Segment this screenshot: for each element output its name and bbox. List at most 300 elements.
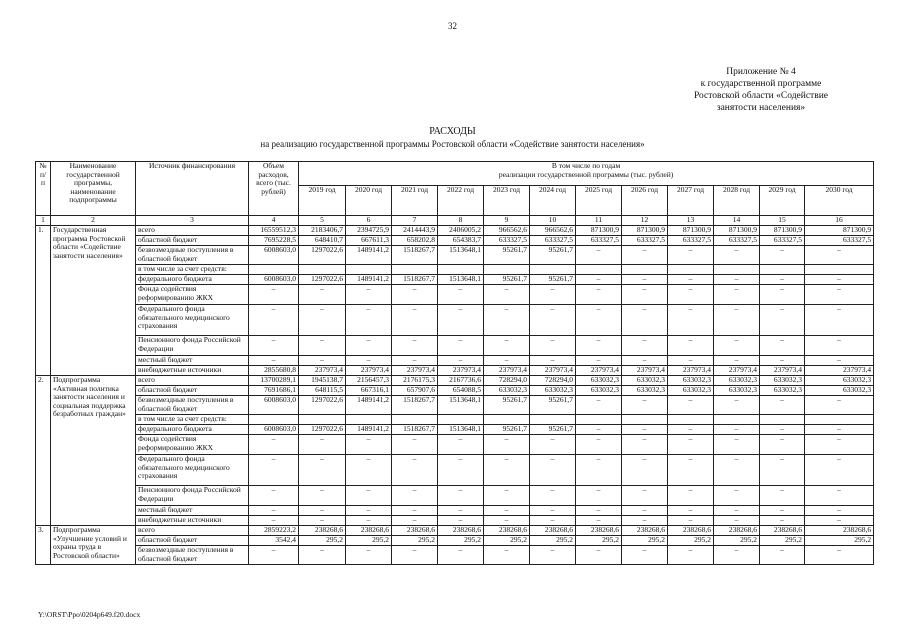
year-value: 654088,5 [438, 386, 484, 396]
row-number: 2. [36, 376, 51, 526]
table-row [36, 396, 874, 415]
table-row [36, 415, 874, 425]
funding-source: Федерального фонда обязательного медицинского страхования [136, 455, 249, 486]
year-value: – [438, 435, 484, 455]
total-value: – [249, 486, 299, 506]
year-value: – [299, 285, 346, 305]
document-title: РАСХОДЫ [429, 126, 476, 137]
year-value: 633032,3 [805, 376, 874, 386]
funding-source: всего [136, 226, 249, 236]
header-year: 2025 год [576, 186, 622, 216]
table-row [36, 546, 874, 565]
year-value: – [299, 455, 346, 486]
year-value: – [668, 246, 714, 265]
year-value: – [622, 305, 668, 336]
year-value: 633032,3 [622, 376, 668, 386]
table-row [36, 265, 874, 275]
funding-source: областной бюджет [136, 236, 249, 246]
year-value: 238268,6 [299, 526, 346, 536]
empty-cell [346, 415, 392, 425]
year-value: – [760, 305, 805, 336]
year-value: 238268,6 [760, 526, 805, 536]
year-value: – [346, 356, 392, 366]
year-value: 1518267,7 [392, 275, 438, 285]
year-value: – [805, 455, 874, 486]
program-name: Государственная программа Ростовской области «Содействие занятости населения» [51, 226, 136, 376]
year-value: 237973,4 [805, 366, 874, 376]
total-value: 6008603,0 [249, 275, 299, 285]
year-value: – [622, 356, 668, 366]
total-value: – [249, 546, 299, 565]
year-value: – [805, 305, 874, 336]
header-year: 2019 год [299, 186, 346, 216]
year-value: – [805, 516, 874, 526]
year-value: 667316,1 [346, 386, 392, 396]
year-value: 295,2 [484, 536, 530, 546]
total-value: 7691686,1 [249, 386, 299, 396]
year-value: 295,2 [438, 536, 484, 546]
document-subtitle: на реализацию государственной программы Ростовской области «Содействие занятости населения» [260, 139, 645, 149]
table-row [36, 425, 874, 435]
header-year: 2030 год [805, 186, 874, 216]
header-by-years [299, 162, 874, 186]
year-value: – [484, 546, 530, 565]
row-number: 3. [36, 526, 51, 565]
year-value: – [576, 246, 622, 265]
year-value: 871300,9 [668, 226, 714, 236]
header-no: № п/п [36, 162, 51, 216]
year-value: 633032,3 [668, 376, 714, 386]
total-value: – [249, 285, 299, 305]
year-value: – [576, 486, 622, 506]
column-number: 9 [484, 216, 530, 226]
year-value: – [392, 305, 438, 336]
year-value: – [392, 356, 438, 366]
year-value: 648410,7 [299, 236, 346, 246]
year-value: – [299, 336, 346, 356]
column-number: 2 [51, 216, 136, 226]
year-value: 633032,3 [714, 386, 760, 396]
column-number: 16 [805, 216, 874, 226]
year-value: 95261,7 [484, 425, 530, 435]
table-row [36, 536, 874, 546]
year-value: – [714, 546, 760, 565]
table-row [36, 386, 874, 396]
year-value: – [760, 285, 805, 305]
year-value: – [346, 455, 392, 486]
funding-source: всего [136, 526, 249, 536]
column-number: 8 [438, 216, 484, 226]
year-value: – [622, 246, 668, 265]
empty-cell [392, 265, 438, 275]
year-value: – [622, 336, 668, 356]
year-value: 295,2 [668, 536, 714, 546]
year-value: – [576, 435, 622, 455]
year-value: 1297022,6 [299, 425, 346, 435]
year-value: 237973,4 [622, 366, 668, 376]
year-value: – [714, 506, 760, 516]
year-value: 295,2 [714, 536, 760, 546]
year-value: – [484, 336, 530, 356]
empty-cell [622, 415, 668, 425]
year-value: – [346, 336, 392, 356]
year-value: 238268,6 [668, 526, 714, 536]
column-number: 10 [530, 216, 576, 226]
year-value: 633327,5 [530, 236, 576, 246]
total-value: – [249, 336, 299, 356]
column-number: 7 [392, 216, 438, 226]
row-number: 1. [36, 226, 51, 376]
year-value: 237973,4 [392, 366, 438, 376]
column-number: 1 [36, 216, 51, 226]
empty-cell [530, 265, 576, 275]
year-value: – [530, 285, 576, 305]
column-number: 3 [136, 216, 249, 226]
year-value: 966562,6 [484, 226, 530, 236]
funding-source: Пенсионного фонда Российской Федерации [136, 336, 249, 356]
year-value: – [576, 305, 622, 336]
appendix-line: Ростовской области «Содействие [694, 91, 828, 101]
column-number: 14 [714, 216, 760, 226]
year-value: – [714, 305, 760, 336]
year-value: 966562,6 [530, 226, 576, 236]
year-value: 2414443,9 [392, 226, 438, 236]
year-value: – [484, 516, 530, 526]
empty-cell [805, 265, 874, 275]
empty-cell [576, 415, 622, 425]
year-value: 633327,5 [668, 236, 714, 246]
year-value: 657907,6 [392, 386, 438, 396]
empty-cell [714, 415, 760, 425]
year-value: – [714, 516, 760, 526]
total-value: – [249, 516, 299, 526]
funding-source: федерального бюджета [136, 275, 249, 285]
year-value: 238268,6 [714, 526, 760, 536]
year-value: – [299, 305, 346, 336]
year-value: – [760, 425, 805, 435]
year-value: 237973,4 [346, 366, 392, 376]
header-by-years-title: В том числе по годам [551, 161, 621, 170]
funding-source: Фонда содействия реформированию ЖКХ [136, 285, 249, 305]
document-title-block [0, 126, 905, 150]
empty-cell [530, 415, 576, 425]
header-year: 2023 год [484, 186, 530, 216]
year-value: – [805, 396, 874, 415]
year-value: – [530, 455, 576, 486]
year-value: – [484, 455, 530, 486]
year-value: 1518267,7 [392, 246, 438, 265]
year-value: – [484, 486, 530, 506]
total-value: 6008603,0 [249, 396, 299, 415]
year-value: – [760, 356, 805, 366]
year-value: 238268,6 [438, 526, 484, 536]
funding-source: Федерального фонда обязательного медицинского страхования [136, 305, 249, 336]
year-value: – [530, 435, 576, 455]
total-value: 6008603,0 [249, 425, 299, 435]
year-value: 728294,0 [530, 376, 576, 386]
header-by-years-subtitle: реализации государственной программы (тыс. рублей) [498, 169, 674, 179]
table-row [36, 486, 874, 506]
year-value: – [576, 546, 622, 565]
year-value: 1297022,6 [299, 275, 346, 285]
year-value: – [438, 285, 484, 305]
year-value: – [484, 285, 530, 305]
year-value: 1513648,1 [438, 425, 484, 435]
funding-source: безвозмездные поступления в областной бюджет [136, 546, 249, 565]
total-value: 3542,4 [249, 536, 299, 546]
empty-cell [576, 265, 622, 275]
year-value: – [714, 336, 760, 356]
table-row [36, 336, 874, 356]
total-value: 6008603,0 [249, 246, 299, 265]
column-number: 5 [299, 216, 346, 226]
year-value: 871300,9 [622, 226, 668, 236]
year-value: – [760, 506, 805, 516]
empty-cell [805, 415, 874, 425]
year-value: – [576, 396, 622, 415]
year-value: – [576, 506, 622, 516]
year-value: – [714, 435, 760, 455]
total-value: 7695228,5 [249, 236, 299, 246]
year-value: 1513648,1 [438, 246, 484, 265]
empty-cell [346, 265, 392, 275]
column-number: 15 [760, 216, 805, 226]
year-value: – [299, 506, 346, 516]
year-value: – [760, 516, 805, 526]
total-value: 2855680,8 [249, 366, 299, 376]
table-row [36, 305, 874, 336]
year-value: 728294,0 [484, 376, 530, 386]
year-value: 295,2 [576, 536, 622, 546]
total-value: – [249, 506, 299, 516]
year-value: – [392, 336, 438, 356]
year-value: – [668, 486, 714, 506]
year-value: – [346, 506, 392, 516]
year-value: 295,2 [805, 536, 874, 546]
header-year: 2024 год [530, 186, 576, 216]
funding-source: местный бюджет [136, 506, 249, 516]
year-value: – [668, 275, 714, 285]
year-value: 2156457,3 [346, 376, 392, 386]
funding-source: областной бюджет [136, 386, 249, 396]
total-value: – [249, 455, 299, 486]
year-value: – [622, 455, 668, 486]
year-value: – [805, 435, 874, 455]
year-value: – [530, 486, 576, 506]
funding-source: в том числе за счет средств: [136, 415, 249, 425]
funding-source: областной бюджет [136, 536, 249, 546]
year-value: – [530, 305, 576, 336]
table-row [36, 236, 874, 246]
empty-cell [299, 415, 346, 425]
column-number: 13 [668, 216, 714, 226]
year-value: 295,2 [530, 536, 576, 546]
appendix-line: Приложение № 4 [726, 67, 796, 77]
year-value: 871300,9 [805, 226, 874, 236]
table-row [36, 376, 874, 386]
year-value: – [668, 396, 714, 415]
year-value: – [668, 435, 714, 455]
table-row [36, 526, 874, 536]
year-value: – [346, 546, 392, 565]
header-total: Объем расходов, всего (тыс. рублей) [249, 162, 299, 216]
year-value: – [805, 506, 874, 516]
year-value: 1513648,1 [438, 396, 484, 415]
table-row [36, 435, 874, 455]
year-value: – [760, 275, 805, 285]
year-value: 1518267,7 [392, 396, 438, 415]
year-value: – [668, 455, 714, 486]
header-name: Наименование государственной программы, наименование подпрограммы [51, 162, 136, 216]
year-value: 633032,3 [576, 376, 622, 386]
empty-cell [249, 415, 299, 425]
header-source: Источник финансирования [136, 162, 249, 216]
year-value: – [530, 506, 576, 516]
year-value: – [622, 486, 668, 506]
year-value: – [668, 506, 714, 516]
empty-cell [760, 415, 805, 425]
year-value: – [805, 275, 874, 285]
appendix-line: к государственной программе [700, 79, 822, 89]
year-value: – [484, 435, 530, 455]
year-value: – [438, 516, 484, 526]
year-value: – [299, 356, 346, 366]
year-value: – [805, 285, 874, 305]
table-row [36, 516, 874, 526]
year-value: – [346, 285, 392, 305]
year-value: – [714, 455, 760, 486]
year-value: – [622, 506, 668, 516]
year-value: – [714, 275, 760, 285]
year-value: 633327,5 [484, 236, 530, 246]
year-value: – [622, 275, 668, 285]
year-value: 1513648,1 [438, 275, 484, 285]
year-value: – [392, 435, 438, 455]
year-value: – [760, 486, 805, 506]
year-value: 295,2 [299, 536, 346, 546]
year-value: – [392, 285, 438, 305]
year-value: 238268,6 [622, 526, 668, 536]
year-value: 237973,4 [576, 366, 622, 376]
year-value: 95261,7 [530, 275, 576, 285]
program-name: Подпрограмма «Активная политика занятости населения и социальная поддержка безработных граждан» [51, 376, 136, 526]
empty-cell [299, 265, 346, 275]
column-number: 12 [622, 216, 668, 226]
table-row [36, 366, 874, 376]
total-value: – [249, 305, 299, 336]
year-value: 633032,3 [760, 376, 805, 386]
year-value: – [668, 356, 714, 366]
year-value: 295,2 [392, 536, 438, 546]
year-value: – [438, 506, 484, 516]
year-value: – [805, 486, 874, 506]
year-value: – [299, 486, 346, 506]
year-value: – [438, 356, 484, 366]
year-value: – [392, 506, 438, 516]
year-value: 237973,4 [299, 366, 346, 376]
year-value: – [392, 455, 438, 486]
empty-cell [668, 415, 714, 425]
funding-source: Фонда содействия реформированию ЖКХ [136, 435, 249, 455]
program-name: Подпрограмма «Улучшение условий и охраны труда в Ростовской области» [51, 526, 136, 565]
year-value: – [805, 246, 874, 265]
empty-cell [249, 265, 299, 275]
table-row [36, 275, 874, 285]
year-value: – [805, 546, 874, 565]
year-value: 633032,3 [530, 386, 576, 396]
year-value: 1489141,2 [346, 425, 392, 435]
funding-source: внебюджетные источники [136, 516, 249, 526]
year-value: – [438, 455, 484, 486]
year-value: – [392, 486, 438, 506]
empty-cell [438, 415, 484, 425]
year-value: 295,2 [622, 536, 668, 546]
year-value: 667611,3 [346, 236, 392, 246]
year-value: 2406005,2 [438, 226, 484, 236]
year-value: – [714, 246, 760, 265]
year-value: – [622, 435, 668, 455]
total-value: 16559512,3 [249, 226, 299, 236]
year-value: – [530, 336, 576, 356]
table-row [36, 285, 874, 305]
year-value: – [622, 285, 668, 305]
funding-source: всего [136, 376, 249, 386]
year-value: – [668, 305, 714, 336]
table-row [36, 506, 874, 516]
year-value: – [714, 425, 760, 435]
year-value: 648115,5 [299, 386, 346, 396]
year-value: – [714, 486, 760, 506]
year-value: 1489141,2 [346, 396, 392, 415]
empty-cell [484, 415, 530, 425]
appendix-note [666, 66, 856, 114]
year-value: 95261,7 [484, 396, 530, 415]
year-value: 654383,7 [438, 236, 484, 246]
year-value: – [760, 546, 805, 565]
empty-cell [668, 265, 714, 275]
year-value: 237973,4 [438, 366, 484, 376]
table-row [36, 455, 874, 486]
year-value: – [576, 356, 622, 366]
year-value: – [760, 396, 805, 415]
year-value: – [576, 425, 622, 435]
year-value: – [346, 516, 392, 526]
year-value: – [438, 336, 484, 356]
year-value: 633032,3 [760, 386, 805, 396]
year-value: 237973,4 [484, 366, 530, 376]
empty-cell [714, 265, 760, 275]
year-value: 237973,4 [714, 366, 760, 376]
year-value: 871300,9 [714, 226, 760, 236]
year-value: – [760, 336, 805, 356]
column-number: 11 [576, 216, 622, 226]
year-value: – [484, 356, 530, 366]
year-value: – [668, 285, 714, 305]
year-value: 1297022,6 [299, 396, 346, 415]
empty-cell [438, 265, 484, 275]
year-value: 633032,3 [576, 386, 622, 396]
year-value: – [438, 486, 484, 506]
year-value: – [299, 516, 346, 526]
header-year: 2026 год [622, 186, 668, 216]
year-value: – [346, 305, 392, 336]
year-value: – [438, 305, 484, 336]
year-value: 633327,5 [805, 236, 874, 246]
year-value: – [668, 336, 714, 356]
year-value: 237973,4 [760, 366, 805, 376]
table-row [36, 246, 874, 265]
year-value: – [299, 546, 346, 565]
